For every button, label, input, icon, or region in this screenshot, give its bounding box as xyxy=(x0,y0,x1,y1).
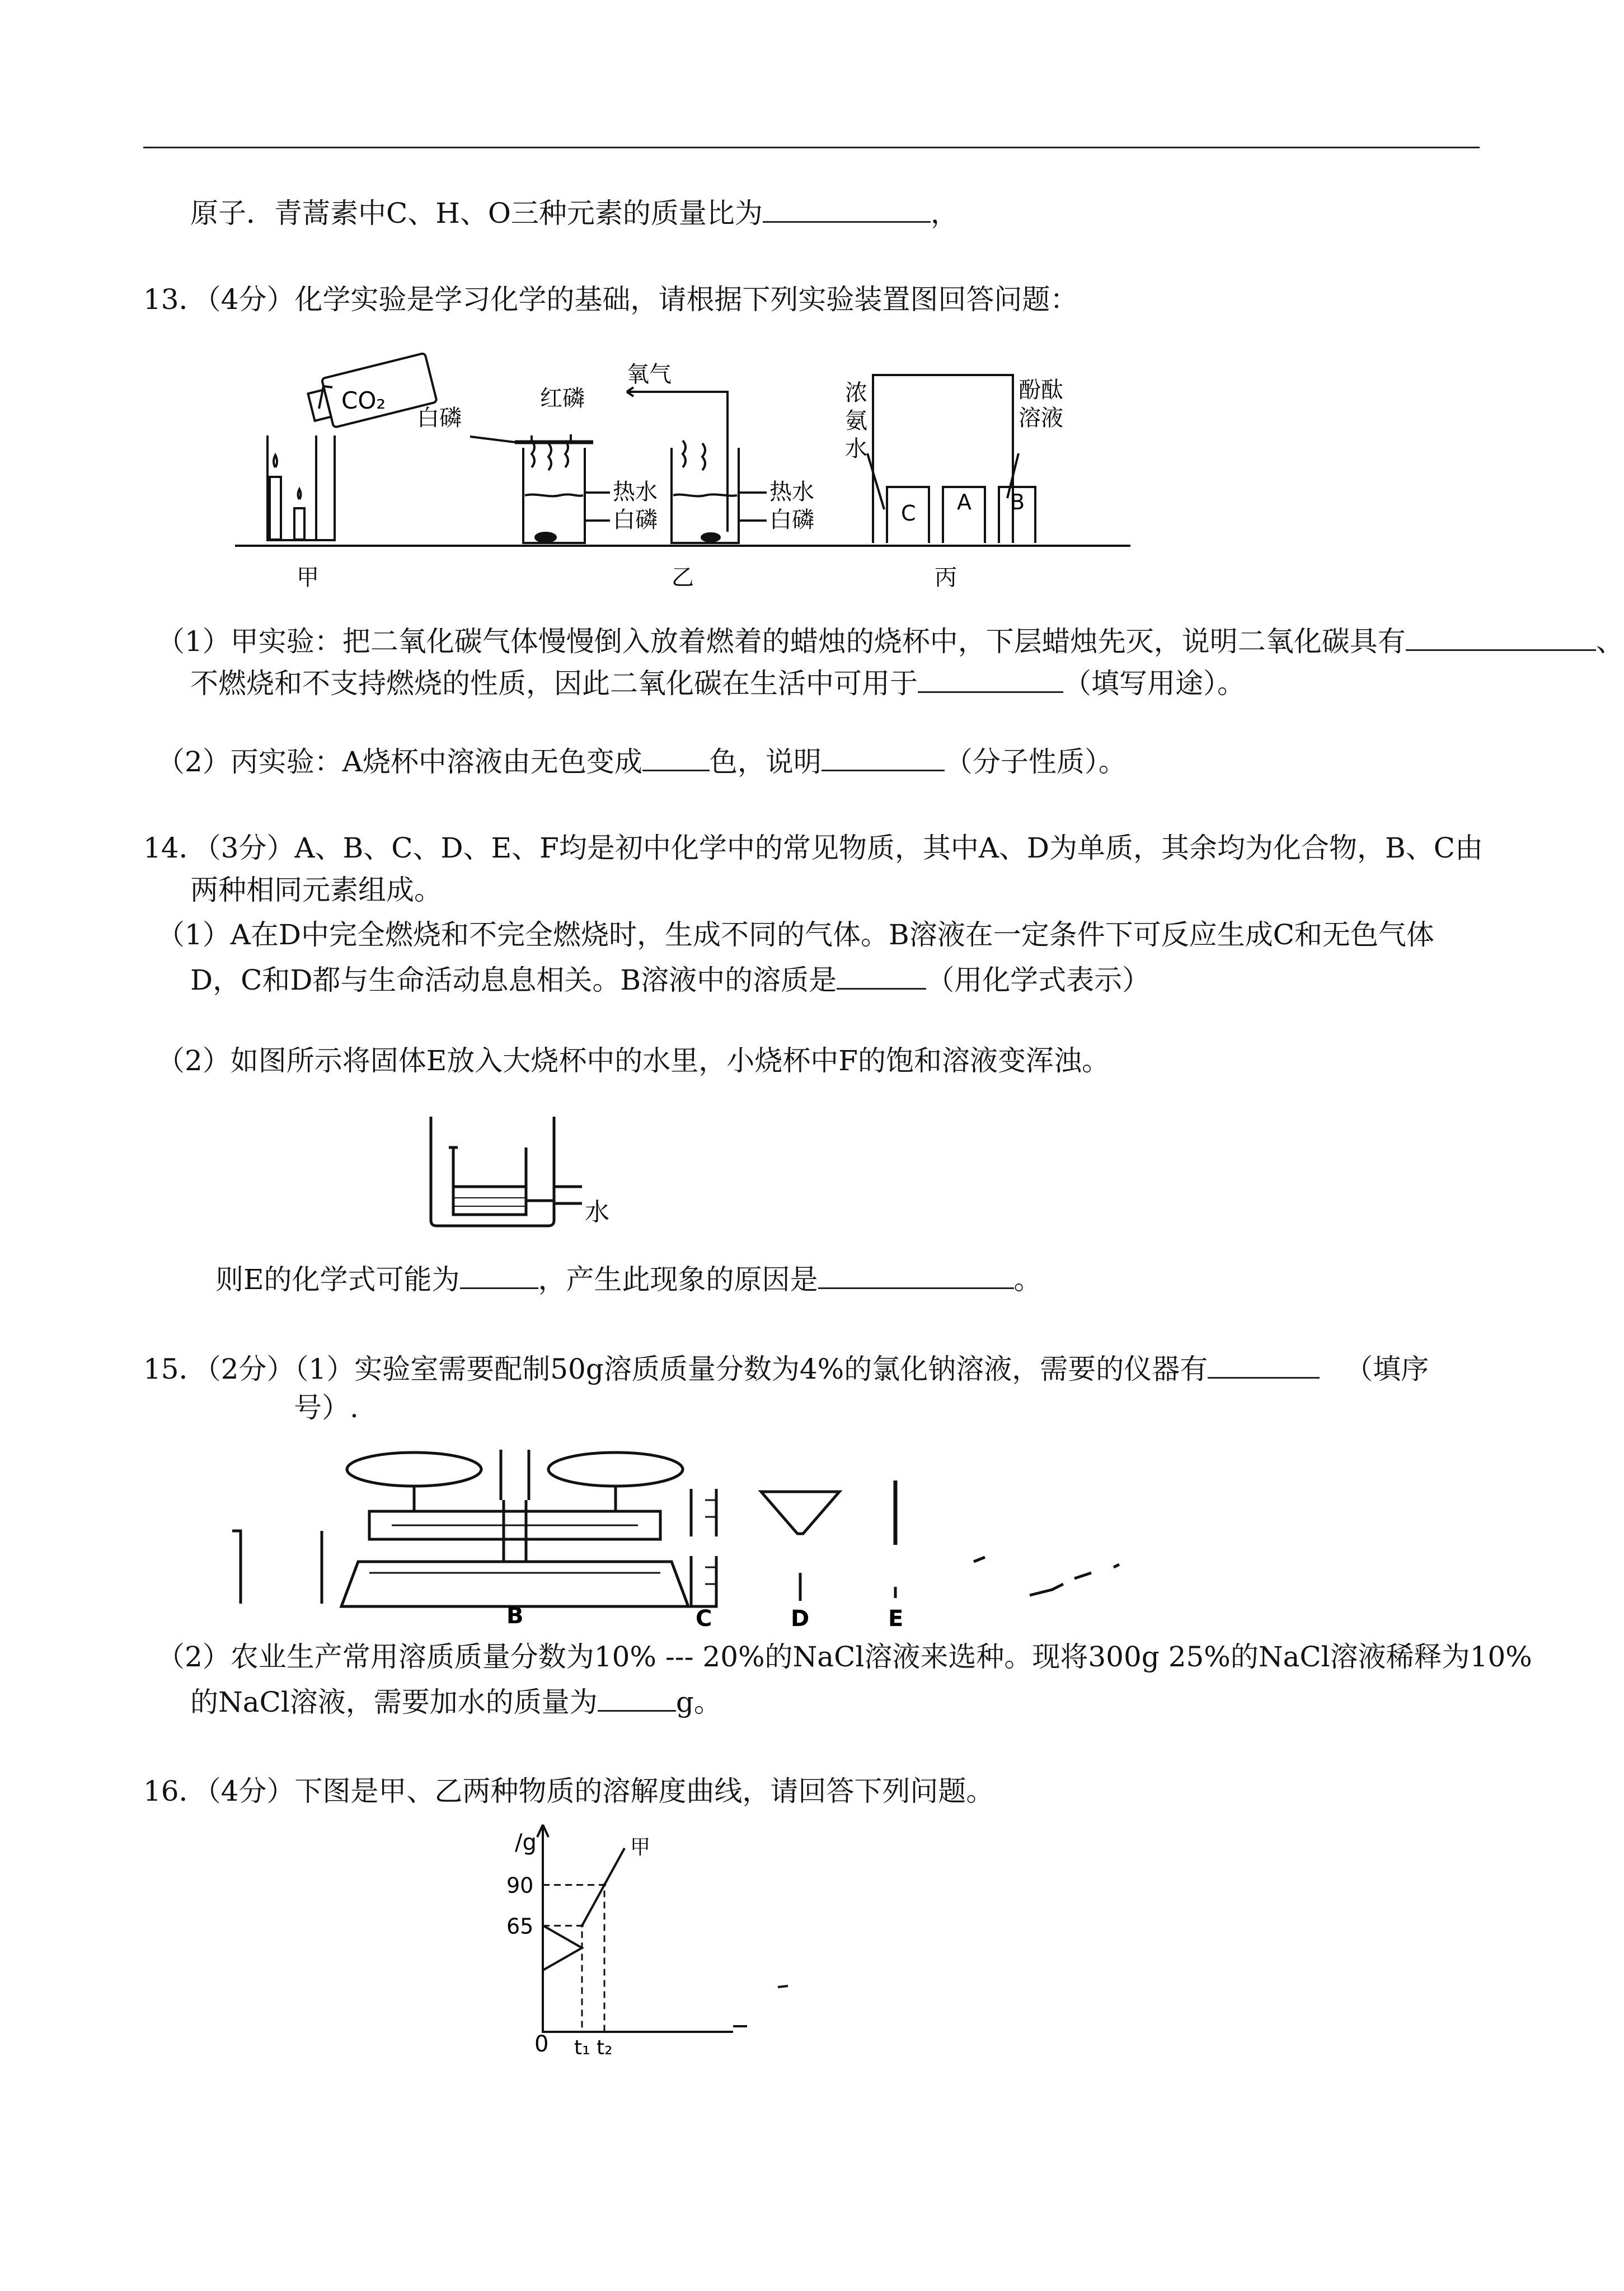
q15-p2-end-b: g。 xyxy=(675,1686,722,1718)
q13-p2-text-b: 色，说明 xyxy=(709,746,822,778)
q14-formula-blank[interactable] xyxy=(460,1259,538,1289)
instrument-c-label: C xyxy=(696,1606,712,1632)
q12-ratio-blank[interactable] xyxy=(763,193,931,223)
reshui-label-2: 热水 xyxy=(769,479,814,505)
yi-phosphorus-1 xyxy=(536,533,556,542)
q13-p2-line xyxy=(157,742,1127,779)
q15-instruments-figure xyxy=(224,1439,1175,1632)
q15-stem-text: 15．（2分）（1）实验室需要配制50g溶质质量分数为4%的氯化钠溶液，需要的仪器有 xyxy=(143,1353,1208,1385)
q13-p1-line2 xyxy=(190,663,1245,700)
guide-line-1 xyxy=(543,1885,604,2032)
series-point-0 xyxy=(580,1924,584,1927)
instrument-a-beaker xyxy=(232,1531,322,1604)
instrument-b-label: B xyxy=(506,1603,524,1629)
reshui-label-1: 热水 xyxy=(613,479,658,505)
q15-instruments-blank[interactable] xyxy=(1208,1349,1320,1379)
q14-p3-line xyxy=(215,1259,1042,1296)
q14-p3-text-b: ，产生此现象的原因是 xyxy=(538,1263,818,1296)
q16-stem: 16．（4分）下图是甲、乙两种物质的溶解度曲线，请回答下列问题。 xyxy=(143,1775,994,1807)
q13-property-blank[interactable] xyxy=(1406,621,1596,651)
yi-steam-3 xyxy=(565,441,568,467)
chart-ylabel: /g xyxy=(515,1830,537,1856)
q14-reason-blank[interactable] xyxy=(818,1259,1014,1289)
q12-tail-end: ， xyxy=(930,197,959,229)
q14-stem-line1: 14．（3分）A、B、C、D、E、F均是初中化学中的常见物质，其中A、D为单质，其余均为化合物，B、C由 xyxy=(143,832,1484,864)
fenzhi-label: 酚酞 xyxy=(1018,377,1063,403)
y-tick-label-65: 65 xyxy=(506,1914,534,1939)
jia-flame-tall xyxy=(274,455,277,467)
bailin-leader xyxy=(470,437,515,442)
honglin-label: 红磷 xyxy=(540,386,585,411)
yi-steam-1 xyxy=(532,441,534,467)
yi-steam-2 xyxy=(548,443,551,470)
yi-steam-4 xyxy=(683,441,686,467)
yi-steam-5 xyxy=(702,443,705,470)
q13-p1-end-a: 、 xyxy=(1595,625,1624,658)
q15-water-mass-blank[interactable] xyxy=(598,1682,676,1712)
bailin-top-label: 白磷 xyxy=(417,405,462,431)
q14-p1-line1: （1）A在D中完全燃烧和不完全燃烧时，生成不同的气体。B溶液在一定条件下可反应生成C和无色气体 xyxy=(157,919,1435,951)
q13-use-blank[interactable] xyxy=(918,663,1063,693)
balance-pointer xyxy=(501,1450,529,1500)
q13-p2-text-c: （分子性质）。 xyxy=(944,746,1127,778)
series-line-0 xyxy=(582,1848,625,1926)
yi-phosphorus-2 xyxy=(702,533,720,541)
fig-label-bing: 丙 xyxy=(935,565,957,591)
q14-p1-text-b: D，C和D都与生命活动息息相关。B溶液中的溶质是 xyxy=(190,964,837,996)
small-beaker xyxy=(453,1147,526,1215)
q14-p1-line2 xyxy=(190,960,1150,997)
fig-label-yi: 乙 xyxy=(672,565,694,591)
bailin-label-1: 白磷 xyxy=(613,507,658,533)
large-beaker xyxy=(431,1117,554,1226)
q16-solubility-chart xyxy=(481,1814,795,2060)
water-label: 水 xyxy=(585,1198,609,1226)
co2-label: CO₂ xyxy=(341,387,386,414)
q14-solute-blank[interactable] xyxy=(837,960,926,990)
fig-label-jia: 甲 xyxy=(297,565,319,591)
instrument-c-cylinder-bottom xyxy=(691,1556,716,1606)
x-tick-label-1: t₁ xyxy=(574,2036,590,2059)
beaker-a-label: A xyxy=(957,490,971,514)
series-point-1 xyxy=(603,1884,606,1887)
jia-candle-short xyxy=(294,508,304,540)
ammonia-leader xyxy=(867,453,884,509)
balance-pan-right xyxy=(548,1453,683,1486)
nongan-label-3: 水 xyxy=(845,436,867,462)
instrument-d-label: D xyxy=(791,1606,810,1632)
oxygen-arrow xyxy=(627,387,649,396)
jia-candle-tall xyxy=(270,477,281,540)
instrument-c-cylinder-top xyxy=(691,1489,716,1536)
q15-p2-line1: （2）农业生产常用溶质质量分数为10% --- 20%的NaCl溶液来选种。现将300g 25%的NaCl溶液稀释为10% xyxy=(157,1641,1532,1673)
q15-stem-line2: 号）. xyxy=(294,1392,359,1424)
q14-p1-end-b: （用化学式表示） xyxy=(926,964,1151,996)
x-tick-label-2: t₂ xyxy=(597,2036,613,2059)
oxygen-tube xyxy=(649,392,727,532)
y-tick-label-90: 90 xyxy=(506,1873,534,1898)
header-rule xyxy=(143,147,1480,148)
q13-p1-text-a: （1）甲实验：把二氧化碳气体慢慢倒入放着燃着的蜡烛的烧杯中，下层蜡烛先灭，说明二氧化碳具有 xyxy=(157,625,1406,658)
beaker-c-label: C xyxy=(901,501,916,526)
balance-pan-left xyxy=(347,1453,481,1486)
jia-flame-short xyxy=(298,489,301,499)
q13-p1-text-b: 不燃烧和不支持燃烧的性质，因此二氧化碳在生活中可用于 xyxy=(190,667,918,700)
q15-stem-line1 xyxy=(143,1349,1429,1386)
balance-base xyxy=(341,1562,688,1606)
rongye-label: 溶液 xyxy=(1018,405,1063,431)
instrument-e-label: E xyxy=(888,1606,904,1632)
yi-water-left xyxy=(525,494,583,496)
series-name-label: 甲 xyxy=(630,1835,651,1859)
instrument-d-funnel xyxy=(761,1492,839,1534)
q14-p2-line: （2）如图所示将固体E放入大烧杯中的水里，小烧杯中F的饱和溶液变浑浊。 xyxy=(157,1044,1110,1077)
q15-stem-end: （填序 xyxy=(1345,1353,1429,1385)
q13-p1-end-b: （填写用途）。 xyxy=(1063,667,1245,700)
q13-stem: 13．（4分）化学实验是学习化学的基础，请根据下列实验装置图回答问题： xyxy=(143,283,1078,316)
beaker-b-label: B xyxy=(1010,490,1025,514)
q15-p2-line2 xyxy=(190,1682,722,1719)
q15-p2-text-b: 的NaCl溶液，需要加水的质量为 xyxy=(190,1686,598,1718)
q13-apparatus-figure xyxy=(235,353,1130,599)
guide-line-0 xyxy=(543,1925,582,2032)
q14-stem-line2: 两种相同元素组成。 xyxy=(190,874,442,906)
nongan-label-1: 浓 xyxy=(845,380,867,406)
q13-color-blank[interactable] xyxy=(642,742,710,771)
q13-p1-line1 xyxy=(157,621,1624,658)
chart-origin: 0 xyxy=(534,2031,549,2057)
q14-p3-text-a: 则E的化学式可能为 xyxy=(215,1263,460,1296)
oxygen-label: 氧气 xyxy=(627,362,672,387)
q14-beaker-figure xyxy=(414,1108,806,1248)
bailin-label-2: 白磷 xyxy=(769,507,814,533)
q13-p2-text-a: （2）丙实验：A烧杯中溶液由无色变成 xyxy=(157,746,642,778)
q13-molecule-blank[interactable] xyxy=(822,742,945,771)
q14-p3-text-c: 。 xyxy=(1013,1263,1042,1296)
q12-tail-line xyxy=(190,193,959,230)
curve-yi-fragment xyxy=(543,1925,582,1970)
q12-tail-text: 原子．青蒿素中C、H、O三种元素的质量比为 xyxy=(190,197,763,229)
nongan-label-2: 氨 xyxy=(845,408,867,434)
instrument-f-fragment xyxy=(974,1557,1063,1595)
